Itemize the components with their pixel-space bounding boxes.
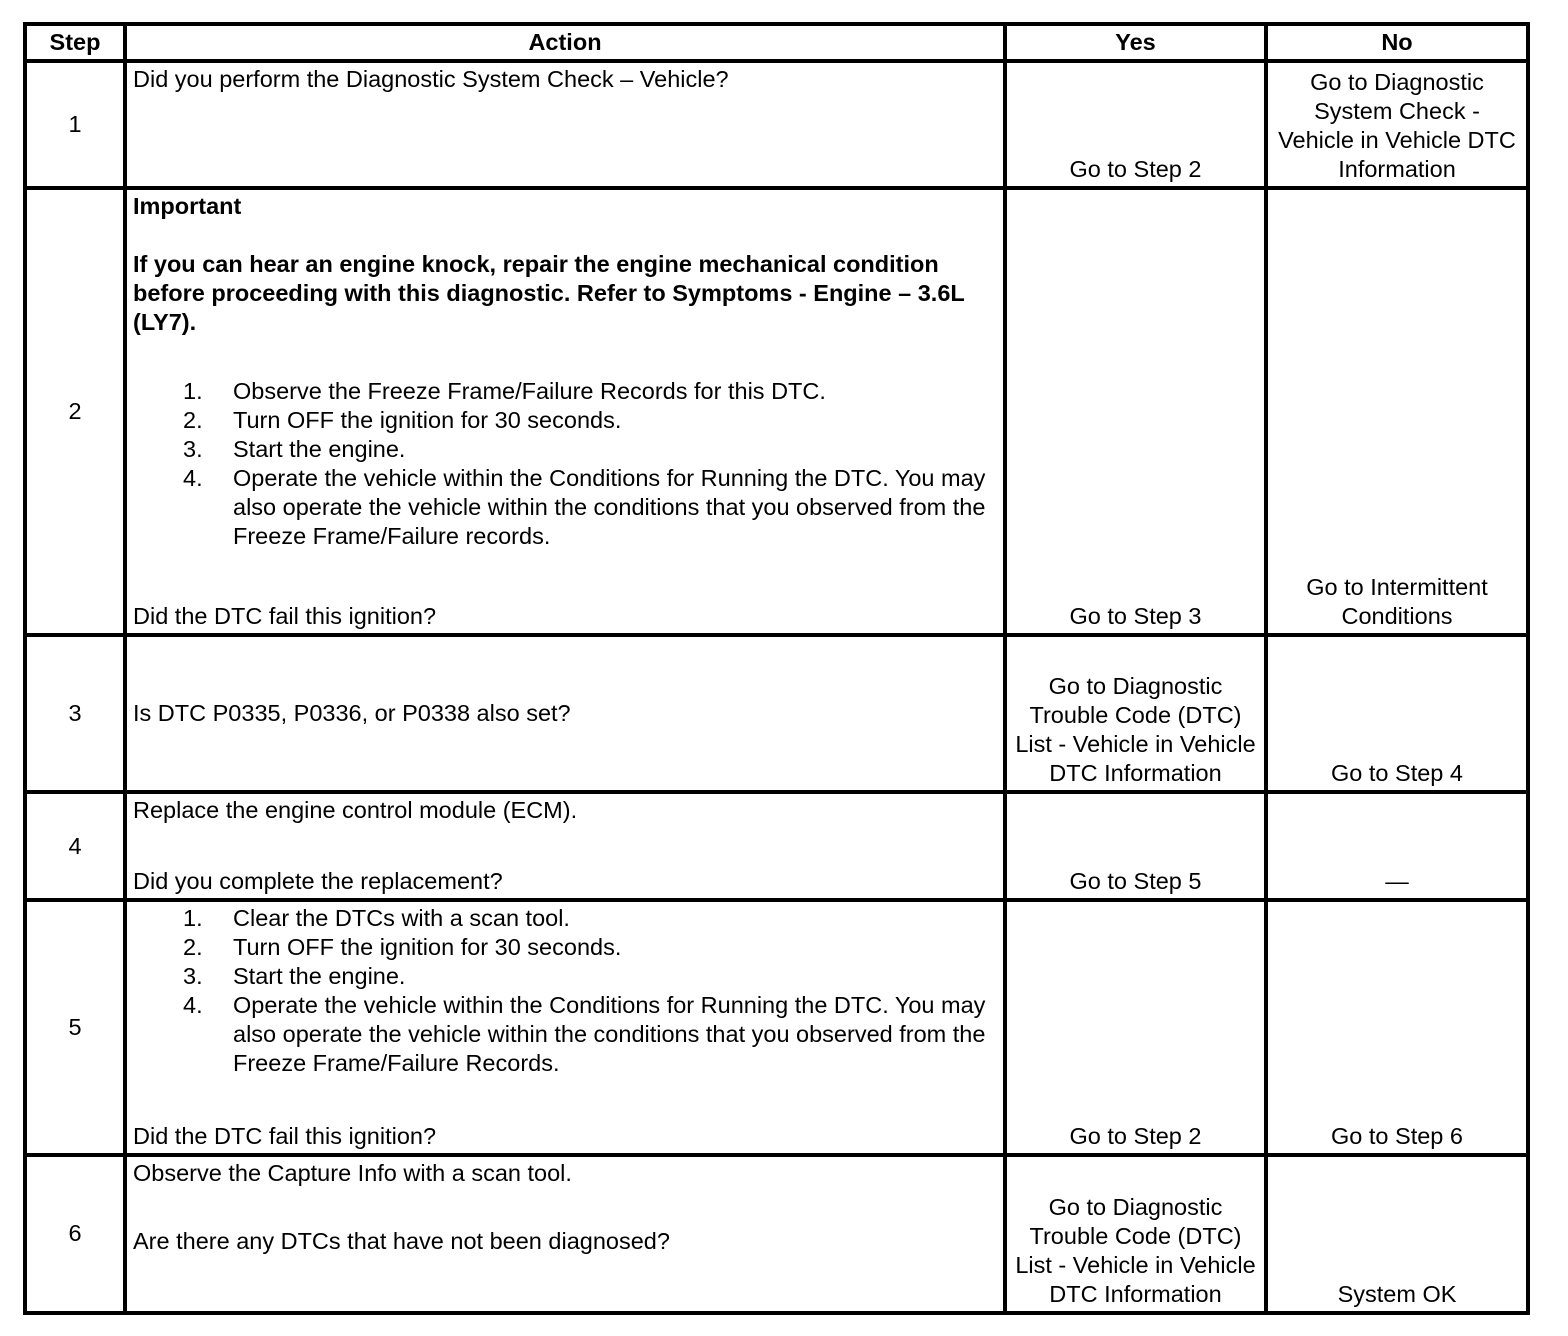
table-row (25, 1155, 1528, 1313)
diagnostic-table (23, 22, 1530, 1315)
step-number: 2 (25, 188, 125, 635)
step-number: 1 (25, 61, 125, 188)
list-item: 4. Operate the vehicle within the Conditions for Running the DTC. You may also operate the vehicle within the conditions that you observed from the Freeze Frame/Failure records. (183, 465, 986, 550)
action-instruction: Replace the engine control module (ECM). (133, 797, 578, 824)
important-title: Important (133, 193, 242, 220)
procedure-list (133, 904, 997, 1078)
action-cell (125, 1155, 1005, 1313)
header-action: Action (125, 24, 1005, 61)
action-question: Did you perform the Diagnostic System Check – Vehicle? (133, 66, 729, 92)
yes-cell: Go to Step 2 (1005, 61, 1266, 188)
header-yes: Yes (1005, 24, 1266, 61)
header-no: No (1266, 24, 1528, 61)
no-cell: Go to Step 4 (1266, 635, 1528, 792)
step-number: 3 (25, 635, 125, 792)
table-row (25, 61, 1528, 188)
action-question: Are there any DTCs that have not been diagnosed? (133, 1227, 670, 1254)
yes-cell: Go to Step 5 (1005, 792, 1266, 900)
table-row (25, 188, 1528, 635)
action-cell (125, 61, 1005, 188)
yes-cell: Go to Diagnostic Trouble Code (DTC) List - Vehicle in Vehicle DTC Information (1005, 1155, 1266, 1313)
list-item: 3. Start the engine. (183, 963, 406, 990)
action-cell (125, 188, 1005, 635)
step-number: 5 (25, 900, 125, 1154)
table-row (25, 635, 1528, 792)
table-row (25, 900, 1528, 1154)
list-item: 4. Operate the vehicle within the Conditions for Running the DTC. You may also operate the vehicle within the conditions that you observed from the Freeze Frame/Failure Records. (183, 992, 986, 1077)
step-number: 6 (25, 1155, 125, 1313)
table-row (25, 792, 1528, 900)
no-cell: Go to Intermittent Conditions (1266, 188, 1528, 635)
important-text: If you can hear an engine knock, repair the engine mechanical condition before proceeding with this diagnostic. Refer to Symptoms - Engine – 3.6L (LY7). (133, 251, 965, 336)
list-item: 1. Observe the Freeze Frame/Failure Records for this DTC. (183, 378, 826, 405)
action-question: Did you complete the replacement? (133, 868, 503, 895)
action-instruction: Observe the Capture Info with a scan tool. (133, 1159, 572, 1186)
yes-cell: Go to Diagnostic Trouble Code (DTC) List - Vehicle in Vehicle DTC Information (1005, 635, 1266, 792)
action-question: Did the DTC fail this ignition? (133, 602, 437, 629)
yes-cell: Go to Step 3 (1005, 188, 1266, 635)
procedure-list (133, 377, 997, 551)
action-question: Did the DTC fail this ignition? (133, 1122, 437, 1149)
action-cell (125, 635, 1005, 792)
header-step: Step (25, 24, 125, 61)
list-item: 3. Start the engine. (183, 436, 406, 463)
no-cell: System OK (1266, 1155, 1528, 1313)
no-cell: — (1266, 792, 1528, 900)
list-item: 1. Clear the DTCs with a scan tool. (183, 905, 570, 932)
action-cell (125, 792, 1005, 900)
no-cell: Go to Diagnostic System Check - Vehicle in Vehicle DTC Information (1266, 61, 1528, 188)
list-item: 2. Turn OFF the ignition for 30 seconds. (183, 407, 622, 434)
step-number: 4 (25, 792, 125, 900)
action-question: Is DTC P0335, P0336, or P0338 also set? (133, 700, 571, 727)
no-cell: Go to Step 6 (1266, 900, 1528, 1154)
action-cell (125, 900, 1005, 1154)
list-item: 2. Turn OFF the ignition for 30 seconds. (183, 934, 622, 961)
header-row (25, 24, 1528, 61)
yes-cell: Go to Step 2 (1005, 900, 1266, 1154)
